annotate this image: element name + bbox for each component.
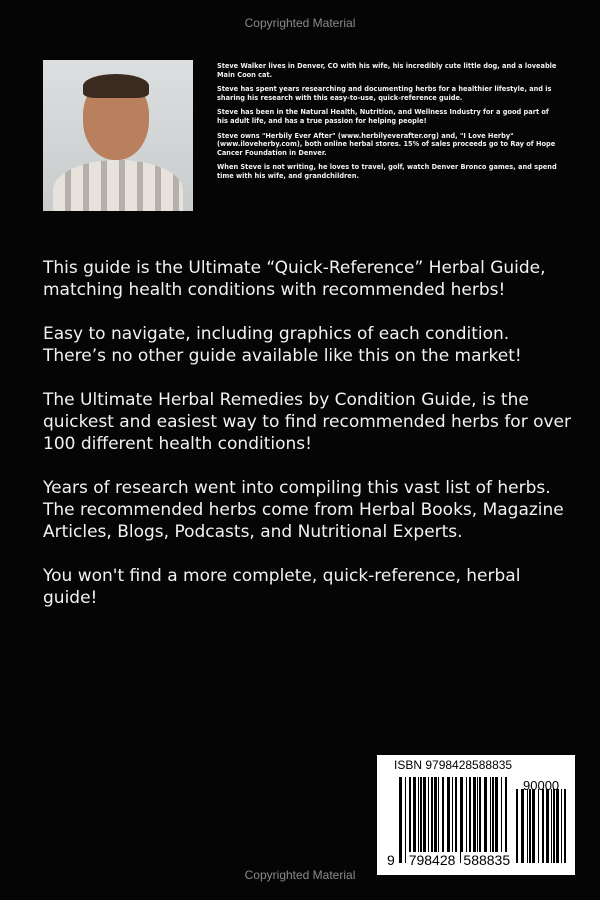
barcode-bar [418, 777, 419, 863]
addon-barcode-bars [516, 789, 568, 863]
barcode-bar [452, 777, 453, 863]
barcode-bar [469, 777, 471, 863]
barcode-digit-first: 9 [387, 852, 395, 868]
barcode-bar [466, 777, 467, 863]
barcode-bar [420, 777, 422, 863]
barcode-bar [529, 789, 531, 863]
barcode-digit-group: 798428 [408, 852, 456, 868]
barcode-bar [473, 777, 476, 863]
bio-paragraph: Steve has spent years researching and documenting herbs for a healthier lifestyle, and is sharing his research with this easy-to-use, quick-reference guide. [217, 85, 552, 102]
barcode-bar [490, 777, 491, 863]
barcode-bar [431, 777, 433, 863]
isbn-label: ISBN 9798428588835 [394, 758, 513, 772]
barcode-bar [505, 777, 507, 863]
addon-code: 90000 [523, 778, 560, 793]
barcode-bar [460, 777, 463, 863]
barcode-bar [479, 777, 481, 863]
barcode-bars [399, 777, 507, 863]
barcode-bar [434, 777, 437, 863]
book-description [43, 257, 573, 631]
bio-paragraph: When Steve is not writing, he loves to travel, golf, watch Denver Bronco games, and spend time with his wife, and grandchildren. [217, 163, 557, 180]
barcode-bar [477, 777, 478, 863]
barcode-bar [564, 789, 566, 863]
description-paragraph: Years of research went into compiling this vast list of herbs. The recommended herbs come from Herbal Books, Magazine Articles, Blogs, Podcasts, and Nutritional Experts. [43, 478, 564, 542]
barcode-bar [399, 777, 402, 863]
barcode-bar [527, 789, 528, 863]
barcode-bar [521, 789, 524, 863]
barcode-bar [447, 777, 450, 863]
barcode-bar [495, 777, 498, 863]
barcode-bar [423, 777, 426, 863]
watermark-top: Copyrighted Material [244, 16, 356, 30]
barcode-bar [546, 789, 549, 863]
barcode-bar [413, 777, 416, 863]
barcode-bar [556, 789, 559, 863]
barcode-bar [442, 777, 444, 863]
barcode-bar [409, 777, 411, 863]
description-paragraph: Easy to navigate, including graphics of each condition. There’s no other guide available like this on the market! [43, 324, 522, 366]
bio-paragraph: Steve Walker lives in Denver, CO with his wife, his incredibly cute little dog, and a loveable Main Coon cat. [217, 62, 557, 79]
barcode-bar [438, 777, 439, 863]
barcode-bar [428, 777, 429, 863]
barcode-bar [492, 777, 494, 863]
barcode-bar [501, 777, 502, 863]
description-paragraph: This guide is the Ultimate “Quick-Reference” Herbal Guide, matching health conditions with recommended herbs! [43, 258, 546, 300]
barcode-digits [385, 852, 512, 868]
barcode-bar [542, 789, 544, 863]
author-photo [43, 60, 193, 211]
barcode-bar [484, 777, 487, 863]
barcode-bar [455, 777, 457, 863]
barcode-bar [553, 789, 555, 863]
barcode-bar [405, 777, 406, 863]
barcode-digit-group: 588835 [463, 852, 511, 868]
description-paragraph: You won't find a more complete, quick-reference, herbal guide! [43, 566, 521, 608]
barcode-bar [561, 789, 562, 863]
description-paragraph: The Ultimate Herbal Remedies by Condition Guide, is the quickest and easiest way to find recommended herbs for over 100 different health conditions! [43, 390, 572, 454]
barcode-bar [551, 789, 552, 863]
bio-paragraph: Steve has been in the Natural Health, Nutrition, and Wellness Industry for a good part of his adult life, and has a true passion for helping people! [217, 108, 549, 125]
author-bio [217, 62, 557, 187]
bio-paragraph: Steve owns "Herbily Ever After" (www.herbilyeverafter.org) and, "I Love Herby" (www.iloveherby.com), both online herbal stores. 15% of sales proceeds go to Ray of Hope Cancer Foundation in Denver. [217, 131, 556, 157]
watermark-bottom: Copyrighted Material [244, 868, 356, 882]
barcode-bar [532, 789, 535, 863]
barcode-bar [516, 789, 518, 863]
isbn-barcode [377, 755, 575, 875]
barcode-bar [538, 789, 539, 863]
